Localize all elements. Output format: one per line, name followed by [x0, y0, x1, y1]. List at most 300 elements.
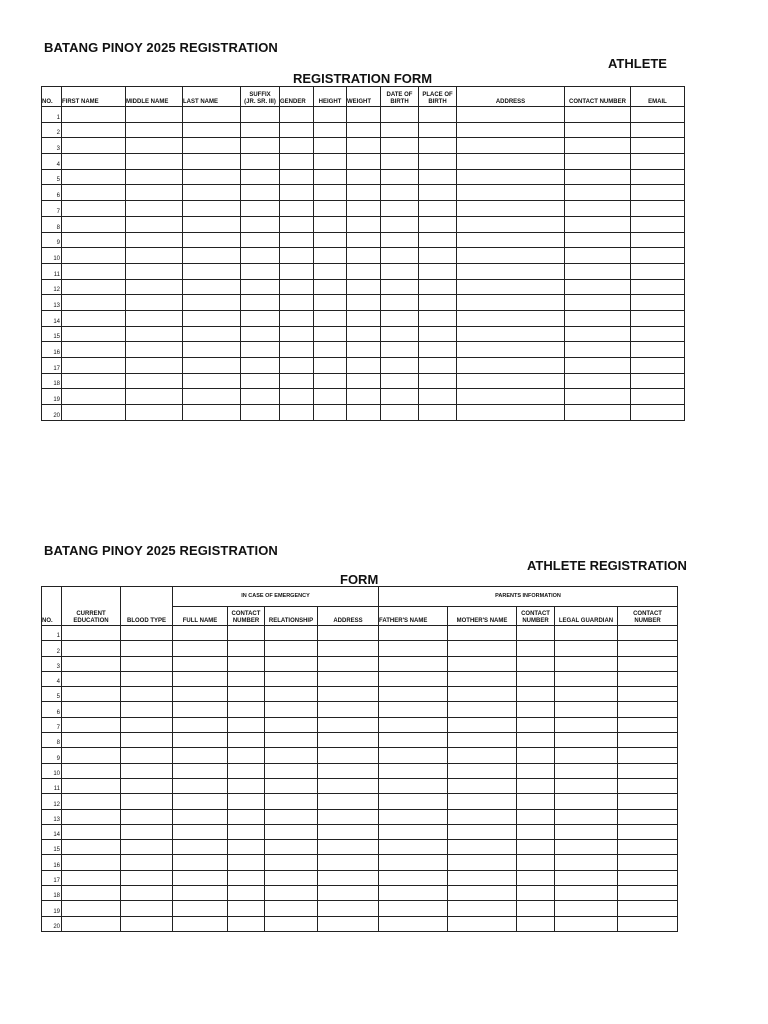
cell-parents-guardian_contact[interactable] — [618, 763, 678, 778]
cell-gender[interactable] — [280, 326, 314, 342]
cell-address[interactable] — [457, 373, 565, 389]
cell-first[interactable] — [62, 279, 126, 295]
cell-pob[interactable] — [419, 310, 457, 326]
cell-weight[interactable] — [347, 216, 381, 232]
cell-emergency-relationship[interactable] — [265, 717, 318, 732]
cell-height[interactable] — [314, 154, 347, 170]
cell-first[interactable] — [62, 216, 126, 232]
cell-parents-father[interactable] — [379, 641, 448, 656]
cell-emergency-address[interactable] — [318, 656, 379, 671]
cell-parents-father[interactable] — [379, 763, 448, 778]
cell-parents-guardian_contact[interactable] — [618, 870, 678, 885]
cell-contact[interactable] — [565, 389, 631, 405]
cell-emergency-contact[interactable] — [228, 641, 265, 656]
cell-suffix[interactable] — [241, 358, 280, 374]
cell-emergency-full_name[interactable] — [173, 886, 228, 901]
cell-emergency-full_name[interactable] — [173, 916, 228, 931]
cell-emergency-contact[interactable] — [228, 886, 265, 901]
cell-parents-father[interactable] — [379, 855, 448, 870]
cell-middle[interactable] — [126, 154, 183, 170]
cell-emergency-relationship[interactable] — [265, 870, 318, 885]
cell-dob[interactable] — [381, 248, 419, 264]
cell-pob[interactable] — [419, 326, 457, 342]
cell-weight[interactable] — [347, 248, 381, 264]
cell-parents-guardian_contact[interactable] — [618, 824, 678, 839]
cell-email[interactable] — [631, 342, 685, 358]
cell-contact[interactable] — [565, 263, 631, 279]
cell-email[interactable] — [631, 405, 685, 421]
cell-emergency-relationship[interactable] — [265, 656, 318, 671]
cell-parents-father[interactable] — [379, 870, 448, 885]
cell-blood-type[interactable] — [121, 748, 173, 763]
cell-blood-type[interactable] — [121, 886, 173, 901]
cell-parents-contact[interactable] — [517, 687, 555, 702]
cell-parents-contact[interactable] — [517, 840, 555, 855]
cell-dob[interactable] — [381, 373, 419, 389]
cell-education[interactable] — [62, 824, 121, 839]
cell-dob[interactable] — [381, 279, 419, 295]
cell-parents-contact[interactable] — [517, 916, 555, 931]
cell-last[interactable] — [183, 326, 241, 342]
cell-parents-father[interactable] — [379, 626, 448, 641]
cell-parents-father[interactable] — [379, 916, 448, 931]
cell-emergency-full_name[interactable] — [173, 717, 228, 732]
cell-parents-guardian_contact[interactable] — [618, 656, 678, 671]
cell-suffix[interactable] — [241, 295, 280, 311]
cell-first[interactable] — [62, 263, 126, 279]
cell-suffix[interactable] — [241, 310, 280, 326]
cell-parents-guardian[interactable] — [555, 870, 618, 885]
cell-contact[interactable] — [565, 342, 631, 358]
cell-middle[interactable] — [126, 185, 183, 201]
cell-gender[interactable] — [280, 122, 314, 138]
cell-emergency-full_name[interactable] — [173, 855, 228, 870]
cell-email[interactable] — [631, 107, 685, 123]
cell-parents-guardian_contact[interactable] — [618, 901, 678, 916]
cell-last[interactable] — [183, 310, 241, 326]
cell-height[interactable] — [314, 405, 347, 421]
cell-last[interactable] — [183, 389, 241, 405]
cell-parents-guardian[interactable] — [555, 778, 618, 793]
cell-height[interactable] — [314, 373, 347, 389]
cell-parents-father[interactable] — [379, 840, 448, 855]
cell-blood-type[interactable] — [121, 626, 173, 641]
cell-parents-guardian[interactable] — [555, 641, 618, 656]
cell-dob[interactable] — [381, 389, 419, 405]
cell-gender[interactable] — [280, 295, 314, 311]
cell-pob[interactable] — [419, 107, 457, 123]
cell-suffix[interactable] — [241, 279, 280, 295]
cell-emergency-full_name[interactable] — [173, 671, 228, 686]
cell-blood-type[interactable] — [121, 824, 173, 839]
cell-parents-mother[interactable] — [448, 886, 517, 901]
cell-parents-mother[interactable] — [448, 794, 517, 809]
cell-emergency-address[interactable] — [318, 702, 379, 717]
cell-address[interactable] — [457, 358, 565, 374]
cell-parents-contact[interactable] — [517, 641, 555, 656]
cell-middle[interactable] — [126, 216, 183, 232]
cell-height[interactable] — [314, 389, 347, 405]
cell-emergency-address[interactable] — [318, 626, 379, 641]
cell-emergency-relationship[interactable] — [265, 641, 318, 656]
cell-parents-contact[interactable] — [517, 748, 555, 763]
cell-weight[interactable] — [347, 405, 381, 421]
cell-parents-father[interactable] — [379, 702, 448, 717]
cell-dob[interactable] — [381, 201, 419, 217]
cell-parents-contact[interactable] — [517, 901, 555, 916]
cell-gender[interactable] — [280, 185, 314, 201]
cell-emergency-relationship[interactable] — [265, 671, 318, 686]
cell-emergency-address[interactable] — [318, 778, 379, 793]
cell-emergency-contact[interactable] — [228, 778, 265, 793]
cell-emergency-contact[interactable] — [228, 855, 265, 870]
cell-blood-type[interactable] — [121, 794, 173, 809]
cell-parents-contact[interactable] — [517, 717, 555, 732]
cell-parents-contact[interactable] — [517, 855, 555, 870]
cell-pob[interactable] — [419, 154, 457, 170]
cell-height[interactable] — [314, 216, 347, 232]
cell-education[interactable] — [62, 702, 121, 717]
cell-emergency-full_name[interactable] — [173, 840, 228, 855]
cell-contact[interactable] — [565, 232, 631, 248]
cell-dob[interactable] — [381, 342, 419, 358]
cell-height[interactable] — [314, 201, 347, 217]
cell-emergency-address[interactable] — [318, 886, 379, 901]
cell-first[interactable] — [62, 232, 126, 248]
cell-last[interactable] — [183, 295, 241, 311]
cell-education[interactable] — [62, 641, 121, 656]
cell-address[interactable] — [457, 279, 565, 295]
cell-education[interactable] — [62, 778, 121, 793]
cell-education[interactable] — [62, 794, 121, 809]
cell-parents-contact[interactable] — [517, 809, 555, 824]
cell-parents-mother[interactable] — [448, 626, 517, 641]
cell-emergency-address[interactable] — [318, 824, 379, 839]
cell-parents-father[interactable] — [379, 656, 448, 671]
cell-gender[interactable] — [280, 232, 314, 248]
cell-parents-guardian[interactable] — [555, 687, 618, 702]
cell-last[interactable] — [183, 154, 241, 170]
cell-email[interactable] — [631, 154, 685, 170]
cell-parents-mother[interactable] — [448, 702, 517, 717]
cell-gender[interactable] — [280, 358, 314, 374]
cell-address[interactable] — [457, 310, 565, 326]
cell-weight[interactable] — [347, 310, 381, 326]
cell-emergency-contact[interactable] — [228, 626, 265, 641]
cell-parents-guardian[interactable] — [555, 671, 618, 686]
cell-parents-mother[interactable] — [448, 840, 517, 855]
cell-blood-type[interactable] — [121, 687, 173, 702]
cell-contact[interactable] — [565, 154, 631, 170]
cell-contact[interactable] — [565, 405, 631, 421]
cell-pob[interactable] — [419, 248, 457, 264]
cell-parents-father[interactable] — [379, 733, 448, 748]
cell-parents-guardian_contact[interactable] — [618, 687, 678, 702]
cell-blood-type[interactable] — [121, 855, 173, 870]
cell-weight[interactable] — [347, 389, 381, 405]
cell-emergency-full_name[interactable] — [173, 656, 228, 671]
cell-parents-guardian[interactable] — [555, 656, 618, 671]
cell-gender[interactable] — [280, 201, 314, 217]
cell-dob[interactable] — [381, 138, 419, 154]
cell-gender[interactable] — [280, 279, 314, 295]
cell-parents-mother[interactable] — [448, 717, 517, 732]
cell-weight[interactable] — [347, 263, 381, 279]
cell-first[interactable] — [62, 295, 126, 311]
cell-gender[interactable] — [280, 248, 314, 264]
cell-emergency-address[interactable] — [318, 855, 379, 870]
cell-parents-contact[interactable] — [517, 733, 555, 748]
cell-emergency-full_name[interactable] — [173, 794, 228, 809]
cell-emergency-contact[interactable] — [228, 916, 265, 931]
cell-parents-guardian[interactable] — [555, 809, 618, 824]
cell-first[interactable] — [62, 310, 126, 326]
cell-last[interactable] — [183, 358, 241, 374]
cell-parents-mother[interactable] — [448, 687, 517, 702]
cell-middle[interactable] — [126, 107, 183, 123]
cell-middle[interactable] — [126, 326, 183, 342]
cell-middle[interactable] — [126, 342, 183, 358]
cell-last[interactable] — [183, 263, 241, 279]
cell-suffix[interactable] — [241, 373, 280, 389]
cell-emergency-address[interactable] — [318, 717, 379, 732]
cell-emergency-contact[interactable] — [228, 687, 265, 702]
cell-last[interactable] — [183, 232, 241, 248]
cell-dob[interactable] — [381, 326, 419, 342]
cell-parents-guardian[interactable] — [555, 824, 618, 839]
cell-education[interactable] — [62, 901, 121, 916]
cell-education[interactable] — [62, 809, 121, 824]
cell-height[interactable] — [314, 248, 347, 264]
cell-emergency-contact[interactable] — [228, 870, 265, 885]
cell-emergency-relationship[interactable] — [265, 748, 318, 763]
cell-parents-contact[interactable] — [517, 763, 555, 778]
cell-parents-guardian_contact[interactable] — [618, 794, 678, 809]
cell-emergency-full_name[interactable] — [173, 702, 228, 717]
cell-blood-type[interactable] — [121, 717, 173, 732]
cell-middle[interactable] — [126, 389, 183, 405]
cell-emergency-relationship[interactable] — [265, 778, 318, 793]
cell-parents-contact[interactable] — [517, 702, 555, 717]
cell-email[interactable] — [631, 185, 685, 201]
cell-dob[interactable] — [381, 310, 419, 326]
cell-dob[interactable] — [381, 295, 419, 311]
cell-contact[interactable] — [565, 248, 631, 264]
cell-parents-mother[interactable] — [448, 809, 517, 824]
cell-email[interactable] — [631, 232, 685, 248]
cell-email[interactable] — [631, 326, 685, 342]
cell-contact[interactable] — [565, 107, 631, 123]
cell-parents-guardian[interactable] — [555, 626, 618, 641]
cell-education[interactable] — [62, 687, 121, 702]
cell-parents-guardian[interactable] — [555, 717, 618, 732]
cell-emergency-full_name[interactable] — [173, 763, 228, 778]
cell-middle[interactable] — [126, 279, 183, 295]
cell-address[interactable] — [457, 389, 565, 405]
cell-parents-guardian_contact[interactable] — [618, 671, 678, 686]
cell-emergency-address[interactable] — [318, 840, 379, 855]
cell-weight[interactable] — [347, 342, 381, 358]
cell-emergency-address[interactable] — [318, 901, 379, 916]
cell-emergency-full_name[interactable] — [173, 748, 228, 763]
cell-gender[interactable] — [280, 138, 314, 154]
cell-emergency-contact[interactable] — [228, 824, 265, 839]
cell-pob[interactable] — [419, 169, 457, 185]
cell-suffix[interactable] — [241, 405, 280, 421]
cell-education[interactable] — [62, 748, 121, 763]
cell-first[interactable] — [62, 342, 126, 358]
cell-weight[interactable] — [347, 138, 381, 154]
cell-emergency-address[interactable] — [318, 733, 379, 748]
cell-emergency-contact[interactable] — [228, 671, 265, 686]
cell-blood-type[interactable] — [121, 656, 173, 671]
cell-education[interactable] — [62, 840, 121, 855]
cell-contact[interactable] — [565, 169, 631, 185]
cell-weight[interactable] — [347, 122, 381, 138]
cell-education[interactable] — [62, 855, 121, 870]
cell-middle[interactable] — [126, 295, 183, 311]
cell-parents-guardian_contact[interactable] — [618, 840, 678, 855]
cell-weight[interactable] — [347, 295, 381, 311]
cell-parents-mother[interactable] — [448, 671, 517, 686]
cell-dob[interactable] — [381, 122, 419, 138]
cell-suffix[interactable] — [241, 342, 280, 358]
cell-contact[interactable] — [565, 295, 631, 311]
cell-emergency-address[interactable] — [318, 748, 379, 763]
cell-address[interactable] — [457, 405, 565, 421]
cell-dob[interactable] — [381, 263, 419, 279]
cell-blood-type[interactable] — [121, 641, 173, 656]
cell-height[interactable] — [314, 342, 347, 358]
cell-education[interactable] — [62, 763, 121, 778]
cell-parents-father[interactable] — [379, 809, 448, 824]
cell-height[interactable] — [314, 169, 347, 185]
cell-pob[interactable] — [419, 389, 457, 405]
cell-last[interactable] — [183, 185, 241, 201]
cell-pob[interactable] — [419, 138, 457, 154]
cell-education[interactable] — [62, 656, 121, 671]
cell-gender[interactable] — [280, 310, 314, 326]
cell-parents-guardian_contact[interactable] — [618, 717, 678, 732]
cell-last[interactable] — [183, 107, 241, 123]
cell-suffix[interactable] — [241, 216, 280, 232]
cell-suffix[interactable] — [241, 326, 280, 342]
cell-middle[interactable] — [126, 248, 183, 264]
cell-parents-contact[interactable] — [517, 870, 555, 885]
cell-pob[interactable] — [419, 216, 457, 232]
cell-education[interactable] — [62, 626, 121, 641]
cell-parents-father[interactable] — [379, 886, 448, 901]
cell-weight[interactable] — [347, 107, 381, 123]
cell-suffix[interactable] — [241, 185, 280, 201]
cell-contact[interactable] — [565, 216, 631, 232]
cell-weight[interactable] — [347, 169, 381, 185]
cell-last[interactable] — [183, 122, 241, 138]
cell-emergency-relationship[interactable] — [265, 824, 318, 839]
cell-contact[interactable] — [565, 326, 631, 342]
cell-emergency-full_name[interactable] — [173, 901, 228, 916]
cell-height[interactable] — [314, 295, 347, 311]
cell-parents-father[interactable] — [379, 778, 448, 793]
cell-education[interactable] — [62, 870, 121, 885]
cell-height[interactable] — [314, 279, 347, 295]
cell-parents-father[interactable] — [379, 717, 448, 732]
cell-blood-type[interactable] — [121, 809, 173, 824]
cell-gender[interactable] — [280, 154, 314, 170]
cell-parents-guardian[interactable] — [555, 733, 618, 748]
cell-height[interactable] — [314, 138, 347, 154]
cell-middle[interactable] — [126, 405, 183, 421]
cell-height[interactable] — [314, 326, 347, 342]
cell-parents-mother[interactable] — [448, 641, 517, 656]
cell-education[interactable] — [62, 733, 121, 748]
cell-parents-guardian_contact[interactable] — [618, 916, 678, 931]
cell-last[interactable] — [183, 216, 241, 232]
cell-pob[interactable] — [419, 201, 457, 217]
cell-contact[interactable] — [565, 358, 631, 374]
cell-height[interactable] — [314, 107, 347, 123]
cell-email[interactable] — [631, 358, 685, 374]
cell-pob[interactable] — [419, 358, 457, 374]
cell-parents-mother[interactable] — [448, 870, 517, 885]
cell-first[interactable] — [62, 154, 126, 170]
cell-emergency-address[interactable] — [318, 687, 379, 702]
cell-parents-guardian[interactable] — [555, 794, 618, 809]
cell-middle[interactable] — [126, 232, 183, 248]
cell-pob[interactable] — [419, 295, 457, 311]
cell-parents-guardian_contact[interactable] — [618, 733, 678, 748]
cell-parents-guardian_contact[interactable] — [618, 886, 678, 901]
cell-first[interactable] — [62, 248, 126, 264]
cell-weight[interactable] — [347, 358, 381, 374]
cell-height[interactable] — [314, 263, 347, 279]
cell-emergency-full_name[interactable] — [173, 824, 228, 839]
cell-gender[interactable] — [280, 405, 314, 421]
cell-emergency-full_name[interactable] — [173, 809, 228, 824]
cell-address[interactable] — [457, 107, 565, 123]
cell-education[interactable] — [62, 916, 121, 931]
cell-blood-type[interactable] — [121, 702, 173, 717]
cell-suffix[interactable] — [241, 263, 280, 279]
cell-middle[interactable] — [126, 358, 183, 374]
cell-suffix[interactable] — [241, 389, 280, 405]
cell-address[interactable] — [457, 138, 565, 154]
cell-last[interactable] — [183, 373, 241, 389]
cell-emergency-full_name[interactable] — [173, 687, 228, 702]
cell-emergency-relationship[interactable] — [265, 687, 318, 702]
cell-dob[interactable] — [381, 169, 419, 185]
cell-parents-contact[interactable] — [517, 778, 555, 793]
cell-email[interactable] — [631, 373, 685, 389]
cell-contact[interactable] — [565, 279, 631, 295]
cell-emergency-contact[interactable] — [228, 794, 265, 809]
cell-first[interactable] — [62, 201, 126, 217]
cell-suffix[interactable] — [241, 122, 280, 138]
cell-first[interactable] — [62, 138, 126, 154]
cell-parents-father[interactable] — [379, 671, 448, 686]
cell-weight[interactable] — [347, 279, 381, 295]
cell-parents-guardian_contact[interactable] — [618, 855, 678, 870]
cell-first[interactable] — [62, 389, 126, 405]
cell-gender[interactable] — [280, 263, 314, 279]
cell-parents-guardian[interactable] — [555, 748, 618, 763]
cell-parents-guardian[interactable] — [555, 763, 618, 778]
cell-first[interactable] — [62, 169, 126, 185]
cell-email[interactable] — [631, 295, 685, 311]
cell-pob[interactable] — [419, 232, 457, 248]
cell-parents-contact[interactable] — [517, 886, 555, 901]
cell-emergency-contact[interactable] — [228, 733, 265, 748]
